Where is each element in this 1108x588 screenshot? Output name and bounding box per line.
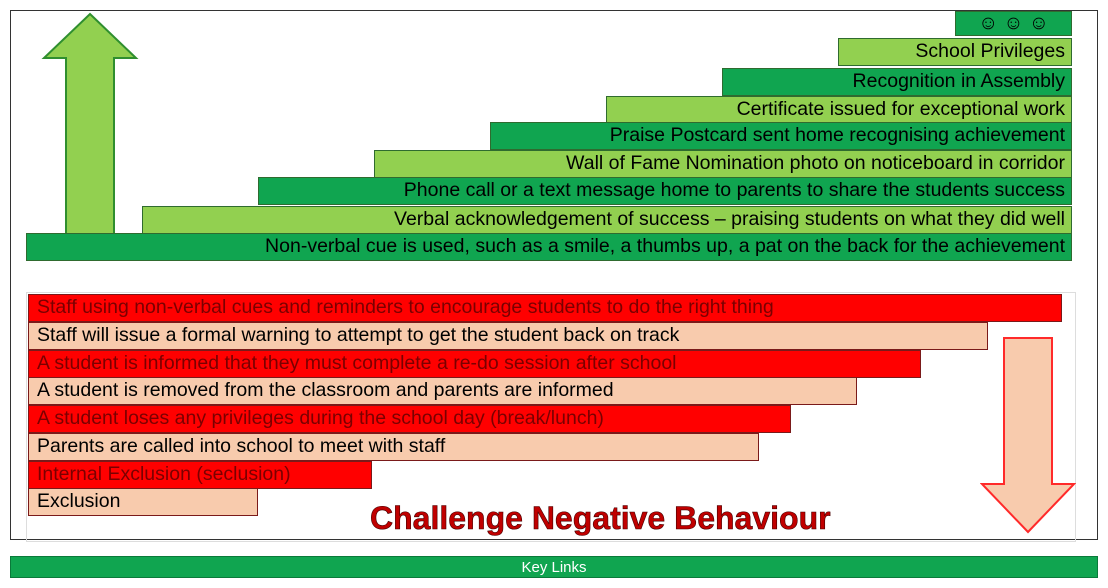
negative-step-4: A student is removed from the classroom and parents are informed [28,377,857,405]
down-arrow-icon [980,336,1076,536]
negative-title: Challenge Negative Behaviour [370,500,831,536]
positive-step-4: Wall of Fame Nomination photo on noticeboard in corridor [374,150,1072,178]
negative-step-6: Parents are called into school to meet with staff [28,433,759,461]
positive-step-7: Recognition in Assembly [722,68,1072,96]
negative-step-1: Staff using non-verbal cues and reminders to encourage students to do the right thing [28,294,1062,322]
negative-step-2: Staff will issue a formal warning to attempt to get the student back on track [28,322,988,350]
positive-step-2: Verbal acknowledgement of success – praising students on what they did well [142,206,1072,234]
positive-step-6: Certificate issued for exceptional work [606,96,1072,124]
positive-step-5: Praise Postcard sent home recognising achievement [490,122,1072,150]
key-links-header: Key Links [10,556,1098,578]
negative-step-7: Internal Exclusion (seclusion) [28,461,372,489]
up-arrow-icon [40,12,140,237]
positive-step-1: Non-verbal cue is used, such as a smile, a thumbs up, a pat on the back for the achievement [26,233,1072,261]
positive-step-3: Phone call or a text message home to parents to share the students success [258,177,1072,205]
negative-step-8: Exclusion [28,488,258,516]
negative-step-3: A student is informed that they must complete a re-do session after school [28,350,921,378]
smiley-icons: ☺ ☺ ☺ [978,11,1049,34]
positive-step-icons [955,11,1072,36]
positive-step-8: School Privileges [838,38,1072,66]
negative-step-5: A student loses any privileges during the school day (break/lunch) [28,405,791,433]
